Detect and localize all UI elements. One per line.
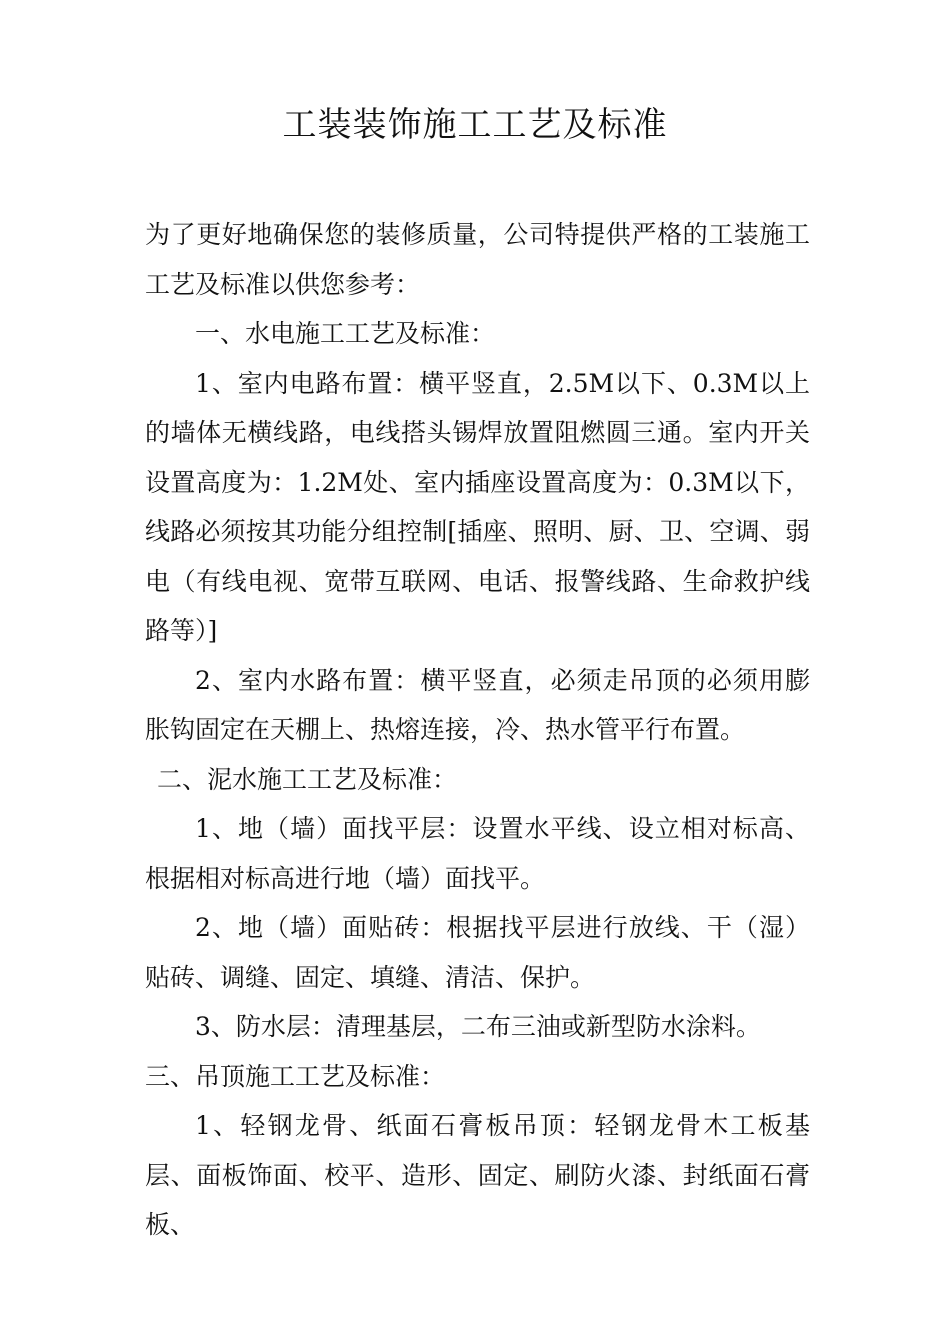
paragraph-ceiling-gypsum: 1、轻钢龙骨、纸面石膏板吊顶：轻钢龙骨木工板基层、面板饰面、校平、造形、固定、刷防火漆、封纸面石膏板、 (145, 1111, 810, 1239)
intro-paragraph: 为了更好地确保您的装修质量，公司特提供严格的工装施工工艺及标准以供您参考： (145, 220, 810, 299)
paragraph-tiling: 2、地（墙）面贴砖：根据找平层进行放线、干（湿）贴砖、调缝、固定、填缝、清洁、保护。 (145, 913, 810, 992)
paragraph-electrical-layout: 1、室内电路布置：横平竖直，2.5M以下、0.3M以上的墙体无横线路，电线搭头锡焊放置阻燃圆三通。室内开关设置高度为：1.2M处、室内插座设置高度为：0.3M以下，线路必须按其功能分组控制[插座、照明、厨、卫、空调、弱电（有线电视、宽带互联网、电话、报警线路、生命救护线路等）] (145, 368, 810, 645)
paragraph-leveling-layer: 1、地（墙）面找平层：设置水平线、设立相对标高、根据相对标高进行地（墙）面找平。 (145, 814, 810, 893)
section-heading-plumbing-electrical: 一、水电施工工艺及标准： (195, 319, 496, 348)
section-heading-ceiling: 三、吊顶施工工艺及标准： (145, 1061, 446, 1091)
paragraph-water-layout: 2、室内水路布置：横平竖直，必须走吊顶的必须用膨胀钩固定在天棚上、热熔连接，冷、热水管平行布置。 (145, 665, 810, 744)
paragraph-waterproofing: 3、防水层：清理基层，二布三油或新型防水涂料。 (195, 1012, 761, 1041)
section-heading-masonry: 二、泥水施工工艺及标准： (157, 764, 458, 794)
document-body (145, 210, 810, 1250)
document-title: 工装装饰施工工艺及标准 (282, 105, 668, 145)
